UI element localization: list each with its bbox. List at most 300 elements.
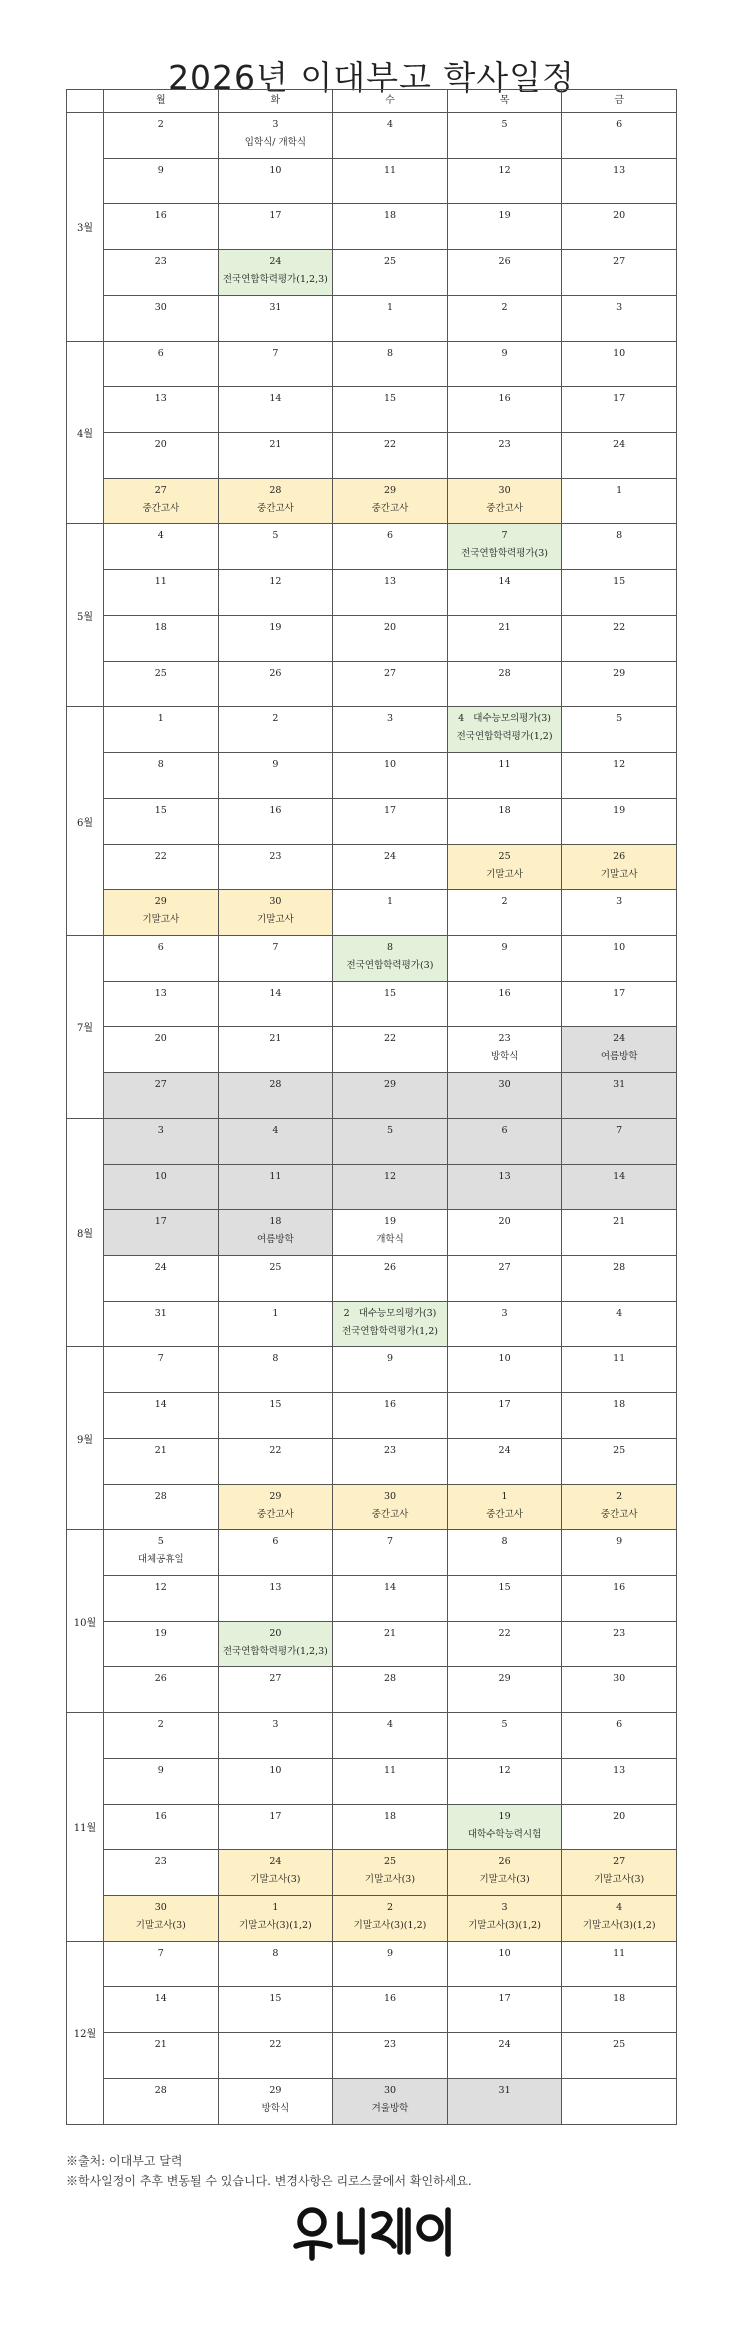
week-row — [67, 1530, 677, 1576]
day-number: 25 — [383, 256, 397, 268]
day-number: 27 — [269, 1673, 282, 1685]
day-cell — [333, 798, 448, 844]
day-number: 4 — [157, 530, 164, 542]
day-cell — [562, 341, 677, 387]
day-cell — [333, 1804, 448, 1850]
event-label: 개학식 — [376, 1234, 404, 1246]
day-number: 15 — [269, 1993, 282, 2005]
day-number: 15 — [269, 1399, 282, 1411]
day-number: 27 — [154, 484, 167, 496]
week-row — [67, 1164, 677, 1210]
day-number: 10 — [613, 941, 626, 953]
week-row — [67, 981, 677, 1027]
day-cell — [218, 798, 333, 844]
day-cell — [218, 1530, 333, 1576]
week-row — [67, 1347, 677, 1393]
day-number: 7 — [272, 941, 279, 953]
week-row — [67, 524, 677, 570]
week-row — [67, 204, 677, 250]
day-cell — [447, 1027, 562, 1073]
month-label: 6월 — [67, 707, 104, 936]
day-number: 23 — [383, 2039, 397, 2051]
day-cell — [333, 1164, 448, 1210]
day-cell — [447, 204, 562, 250]
week-row — [67, 1210, 677, 1256]
day-cell — [218, 295, 333, 341]
day-number: 26 — [498, 256, 511, 268]
weekday-header: 수 — [333, 90, 448, 113]
day-cell — [104, 1576, 219, 1622]
event-label: 대체공휴일 — [137, 1554, 184, 1566]
day-number: 26 — [383, 1261, 397, 1273]
day-cell — [104, 798, 219, 844]
day-number: 9 — [386, 1353, 393, 1365]
day-cell — [333, 1576, 448, 1622]
day-cell — [333, 387, 448, 433]
week-row — [67, 1301, 677, 1347]
day-cell — [104, 1713, 219, 1759]
week-row — [67, 1255, 677, 1301]
day-cell — [562, 1850, 677, 1896]
day-number: 29 — [498, 1673, 511, 1685]
day-cell — [333, 890, 448, 936]
day-cell — [104, 1941, 219, 1987]
day-cell — [447, 935, 562, 981]
day-cell — [104, 1393, 219, 1439]
day-number: 16 — [154, 210, 167, 222]
day-number: 6 — [272, 1536, 279, 1548]
day-cell — [562, 798, 677, 844]
day-number: 14 — [154, 1399, 167, 1411]
day-number: 18 — [613, 1993, 626, 2005]
event-label: 기말고사 — [257, 914, 294, 926]
day-number: 15 — [383, 987, 397, 999]
day-cell — [562, 981, 677, 1027]
day-number: 20 — [613, 1810, 626, 1822]
day-number: 3 — [272, 119, 279, 130]
day-cell — [447, 1713, 562, 1759]
day-cell — [447, 387, 562, 433]
day-number: 18 — [613, 1399, 626, 1411]
day-number: 9 — [157, 1764, 164, 1776]
day-cell — [218, 1713, 333, 1759]
day-number: 16 — [383, 1993, 397, 2005]
day-cell — [447, 1941, 562, 1987]
day-number: 2 — [386, 1902, 393, 1914]
event-label: 기말고사(3)(1,2) — [353, 1920, 427, 1932]
weekday-header: 월 — [104, 90, 219, 113]
day-number: 7 — [157, 1947, 164, 1959]
month-label: 9월 — [67, 1347, 104, 1530]
day-cell — [104, 661, 219, 707]
week-row — [67, 707, 677, 753]
day-cell — [218, 433, 333, 479]
week-row — [67, 1073, 677, 1119]
day-cell — [562, 707, 677, 753]
event-label: 중간고사 — [600, 1508, 638, 1520]
event-label: 겨울방학 — [371, 2102, 409, 2114]
day-number: 22 — [498, 1627, 511, 1639]
day-number: 18 — [154, 621, 167, 633]
day-number: 5 — [386, 1124, 393, 1136]
week-row — [67, 1438, 677, 1484]
day-number: 14 — [154, 1993, 167, 2005]
day-number: 16 — [269, 804, 282, 816]
day-cell — [447, 1164, 562, 1210]
day-cell — [447, 1850, 562, 1896]
day-cell — [104, 1758, 219, 1804]
day-cell — [447, 753, 562, 799]
day-number: 25 — [269, 1261, 282, 1273]
day-cell — [333, 935, 448, 981]
day-cell — [562, 1713, 677, 1759]
event-label: 전국연합학력평가(1,2,3) — [222, 1645, 328, 1657]
day-cell — [562, 1804, 677, 1850]
week-row — [67, 1987, 677, 2033]
day-number: 21 — [498, 621, 511, 633]
week-row — [67, 890, 677, 936]
event-label: 전국연합학력평가(3) — [346, 959, 434, 971]
day-cell — [562, 387, 677, 433]
day-number: 7 — [616, 1124, 623, 1136]
day-number: 13 — [613, 1764, 626, 1776]
event-label: 여름방학 — [600, 1051, 638, 1063]
month-column-header — [67, 90, 104, 113]
day-cell — [104, 1804, 219, 1850]
day-cell — [562, 1667, 677, 1713]
day-number: 22 — [383, 1033, 397, 1045]
day-number: 6 — [501, 1124, 508, 1136]
event-label: 방학식 — [490, 1051, 519, 1063]
day-number: 6 — [616, 119, 623, 130]
day-cell — [562, 753, 677, 799]
day-number: 7 — [157, 1353, 164, 1365]
day-cell — [104, 1347, 219, 1393]
day-number: 6 — [616, 1719, 623, 1731]
day-cell — [104, 753, 219, 799]
day-number: 30 — [613, 1673, 626, 1685]
day-cell — [447, 1530, 562, 1576]
day-number: 24 — [154, 1261, 167, 1273]
day-number: 30 — [383, 1490, 397, 1502]
day-number: 27 — [383, 667, 397, 679]
day-number: 21 — [613, 1216, 626, 1228]
day-cell — [447, 1484, 562, 1530]
event-label: 기말고사(3) — [250, 1874, 301, 1886]
day-number: 21 — [154, 2039, 167, 2051]
day-number: 19 — [269, 621, 282, 633]
event-label: 기말고사 — [142, 914, 180, 926]
week-row — [67, 661, 677, 707]
day-cell — [333, 250, 448, 296]
day-number: 12 — [498, 164, 511, 176]
day-cell — [562, 1118, 677, 1164]
week-row — [67, 478, 677, 524]
day-number: 20 — [154, 439, 167, 451]
day-number: 12 — [383, 1170, 397, 1182]
day-cell — [447, 524, 562, 570]
day-cell — [333, 1941, 448, 1987]
event-label: 기말고사(3)(1,2) — [582, 1920, 656, 1932]
day-number: 18 — [498, 804, 511, 816]
day-number: 2 — [616, 1490, 623, 1502]
day-cell — [104, 158, 219, 204]
day-number: 11 — [383, 164, 397, 176]
day-cell-line — [333, 1308, 447, 1320]
event-label: 중간고사 — [371, 1508, 409, 1520]
day-number: 24 — [383, 850, 397, 862]
event-label: 중간고사 — [257, 502, 294, 514]
day-number: 22 — [269, 1444, 282, 1456]
day-cell — [447, 1621, 562, 1667]
day-cell — [218, 1210, 333, 1256]
brand-logo — [290, 2202, 455, 2262]
day-cell — [447, 981, 562, 1027]
day-number: 5 — [501, 1719, 508, 1731]
day-number: 14 — [613, 1170, 626, 1182]
day-cell — [218, 890, 333, 936]
day-number: 17 — [498, 1399, 511, 1411]
day-cell — [333, 295, 448, 341]
day-cell — [333, 204, 448, 250]
day-cell — [333, 981, 448, 1027]
day-cell — [333, 341, 448, 387]
day-number: 25 — [154, 667, 167, 679]
day-number: 26 — [154, 1673, 167, 1685]
day-number: 3 — [616, 301, 623, 313]
day-cell — [562, 570, 677, 616]
day-cell — [562, 1073, 677, 1119]
day-number: 26 — [269, 667, 282, 679]
day-number: 3 — [272, 1719, 279, 1731]
day-number: 24 — [498, 1444, 511, 1456]
day-number: 29 — [269, 2084, 282, 2096]
day-cell — [447, 2033, 562, 2079]
day-number: 25 — [613, 2039, 626, 2051]
day-number: 13 — [269, 1582, 282, 1593]
day-cell — [104, 1301, 219, 1347]
day-cell — [333, 524, 448, 570]
day-cell — [104, 1027, 219, 1073]
day-number: 9 — [386, 1947, 393, 1959]
day-number: 30 — [154, 1902, 167, 1914]
day-cell — [218, 1438, 333, 1484]
day-cell — [562, 935, 677, 981]
day-number: 12 — [613, 759, 626, 771]
event-label: 기말고사(3)(1,2) — [468, 1920, 541, 1932]
weekday-header: 화 — [218, 90, 333, 113]
day-cell — [447, 890, 562, 936]
day-number: 12 — [269, 576, 282, 588]
day-cell — [333, 433, 448, 479]
day-number: 16 — [498, 393, 511, 405]
day-cell — [218, 341, 333, 387]
event-label: 전국연합학력평가(1,2) — [456, 731, 553, 743]
day-cell — [562, 1576, 677, 1622]
week-row — [67, 387, 677, 433]
day-cell — [104, 250, 219, 296]
day-cell — [218, 2033, 333, 2079]
day-cell — [104, 1073, 219, 1119]
day-cell — [447, 1667, 562, 1713]
day-number: 12 — [498, 1764, 511, 1776]
day-number: 11 — [269, 1170, 282, 1182]
day-cell — [218, 753, 333, 799]
day-number: 12 — [154, 1582, 167, 1593]
event-label: 중간고사 — [142, 502, 180, 514]
day-cell — [104, 890, 219, 936]
day-cell — [447, 250, 562, 296]
day-number: 15 — [498, 1582, 511, 1593]
day-cell — [218, 1850, 333, 1896]
day-number: 22 — [383, 439, 397, 451]
week-row — [67, 1576, 677, 1622]
day-number: 2 — [272, 713, 279, 725]
day-number: 27 — [613, 1856, 626, 1868]
day-number: 17 — [154, 1216, 167, 1228]
event-label: 중간고사 — [486, 502, 523, 514]
day-cell — [562, 1987, 677, 2033]
day-number: 2 — [157, 119, 164, 130]
day-number: 4 — [386, 119, 393, 130]
day-cell — [104, 1484, 219, 1530]
day-number: 9 — [501, 347, 508, 359]
day-cell — [333, 1210, 448, 1256]
week-row — [67, 1941, 677, 1987]
day-cell — [104, 570, 219, 616]
day-number: 1 — [272, 1902, 279, 1914]
week-row — [67, 1393, 677, 1439]
day-cell — [333, 1118, 448, 1164]
day-number: 11 — [613, 1947, 626, 1959]
day-number: 22 — [154, 850, 167, 862]
day-number: 17 — [269, 1810, 282, 1822]
week-row — [67, 113, 677, 159]
day-cell — [333, 1347, 448, 1393]
day-number: 6 — [386, 530, 393, 542]
event-label: 중간고사 — [371, 502, 409, 514]
day-number: 23 — [498, 1033, 511, 1045]
weekday-header: 금 — [562, 90, 677, 113]
day-number: 9 — [616, 1536, 623, 1548]
day-cell — [333, 707, 448, 753]
day-number: 1 — [157, 713, 164, 725]
day-number: 20 — [613, 210, 626, 222]
change-notice: ※학사일정이 추후 변동될 수 있습니다. 변경사항은 리로스쿨에서 확인하세요. — [66, 2174, 472, 2188]
event-label: 전국연합학력평가(1,2,3) — [222, 274, 328, 286]
day-cell — [333, 1301, 448, 1347]
day-cell — [562, 661, 677, 707]
week-row — [67, 1850, 677, 1896]
day-cell — [562, 478, 677, 524]
week-row — [67, 615, 677, 661]
day-number: 19 — [383, 1216, 397, 1228]
day-cell — [562, 615, 677, 661]
day-cell — [218, 1164, 333, 1210]
day-cell — [218, 844, 333, 890]
day-cell — [104, 1255, 219, 1301]
event-label: 중간고사 — [486, 1508, 523, 1520]
day-cell — [447, 1758, 562, 1804]
day-cell — [333, 1484, 448, 1530]
day-cell — [104, 707, 219, 753]
day-cell — [218, 250, 333, 296]
day-cell — [562, 1530, 677, 1576]
day-number: 1 — [386, 896, 393, 908]
day-number: 29 — [383, 484, 397, 496]
day-cell — [104, 341, 219, 387]
day-number: 1 — [272, 1307, 279, 1319]
day-number: 14 — [498, 576, 511, 588]
day-cell — [104, 935, 219, 981]
day-number: 9 — [157, 164, 164, 176]
month-label: 4월 — [67, 341, 104, 524]
week-row — [67, 250, 677, 296]
week-row — [67, 2033, 677, 2079]
week-row — [67, 1804, 677, 1850]
day-number: 14 — [269, 987, 282, 999]
month-label: 10월 — [67, 1530, 104, 1713]
day-cell — [104, 615, 219, 661]
day-number: 3 — [386, 713, 393, 725]
day-number: 13 — [613, 164, 626, 176]
day-cell — [447, 158, 562, 204]
day-number: 10 — [383, 759, 397, 771]
day-cell — [218, 615, 333, 661]
day-number: 4 — [616, 1307, 623, 1319]
day-cell — [333, 844, 448, 890]
event-label: 기말고사 — [600, 868, 638, 880]
day-cell — [562, 1758, 677, 1804]
day-number: 26 — [498, 1856, 511, 1868]
day-cell — [104, 1164, 219, 1210]
week-row — [67, 798, 677, 844]
day-cell — [333, 1438, 448, 1484]
day-number: 29 — [383, 1079, 397, 1091]
day-cell — [104, 2033, 219, 2079]
day-cell — [562, 250, 677, 296]
week-row — [67, 433, 677, 479]
day-cell — [218, 158, 333, 204]
day-number: 28 — [498, 667, 511, 679]
day-number: 29 — [613, 667, 626, 679]
day-number: 28 — [613, 1261, 626, 1273]
day-number: 2 — [157, 1719, 164, 1731]
calendar-table — [66, 89, 677, 2125]
day-cell — [104, 1210, 219, 1256]
day-cell — [333, 1530, 448, 1576]
day-cell — [562, 890, 677, 936]
day-number: 23 — [269, 850, 282, 862]
day-cell — [562, 2033, 677, 2079]
day-number: 23 — [613, 1627, 626, 1639]
event-label: 기말고사(3) — [594, 1874, 645, 1886]
day-cell — [333, 2078, 448, 2124]
day-cell — [104, 1438, 219, 1484]
day-number: 3 — [501, 1902, 508, 1914]
day-number: 25 — [613, 1444, 626, 1456]
week-row — [67, 570, 677, 616]
day-cell — [447, 433, 562, 479]
day-cell — [104, 524, 219, 570]
day-number: 4 — [386, 1719, 393, 1731]
day-cell — [218, 1393, 333, 1439]
day-cell — [104, 1667, 219, 1713]
day-number: 30 — [498, 1079, 511, 1091]
day-number: 19 — [154, 1627, 167, 1639]
month-label: 8월 — [67, 1118, 104, 1347]
event-label: 방학식 — [261, 2102, 290, 2114]
